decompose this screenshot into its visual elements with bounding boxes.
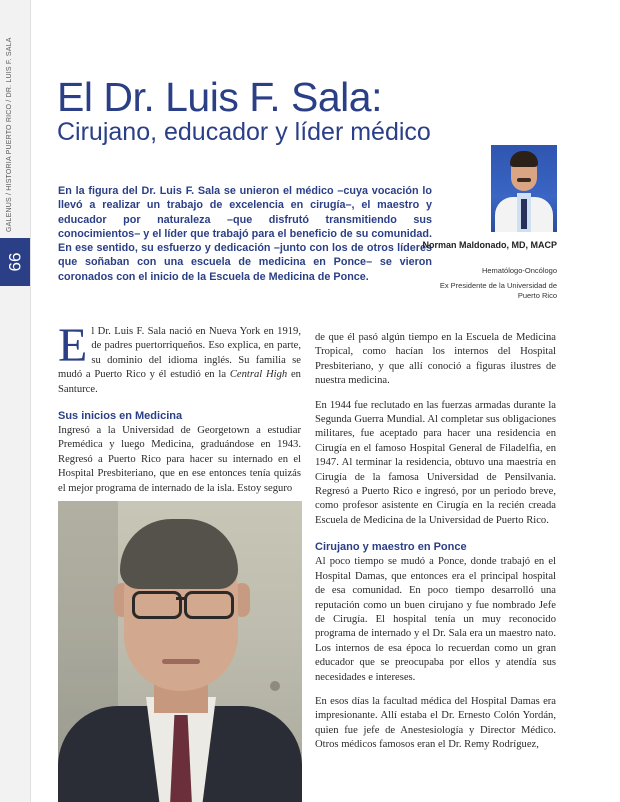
sidebar-strip: [0, 0, 31, 802]
body-column-left: [58, 319, 301, 496]
body-paragraph: En 1944 fue reclutado en las fuerzas armadas durante la Segunda Guerra Mundial. Al completar sus obligaciones militares, fue aceptado para hacer una residencia en Cirugía en el famoso Hospital General de Filadelfia, en 1947. Al terminar la residencia, obtuvo una maestría en Cirugía de la famosa Universidad de Pensilvania. Regresó a Puerto Rico e ingresó, por un periodo breve, como profesor asistente en Cirugía en la recién creada Escuela de Medicina de la Universidad de Puerto Rico.: [315, 399, 556, 526]
article-title: El Dr. Luis F. Sala:: [57, 74, 382, 120]
author-role: Hematólogo-Oncólogo: [481, 266, 557, 275]
body-paragraph: En esos días la facultad médica del Hospital Damas era impresionante. Allí estaba el Dr. Ernesto Colón Yordán, quien fue jefe de Anestesiología y Director Médico. Otros médicos famosos eran el Dr. Remy Rodríguez,: [315, 695, 556, 751]
running-header: GALENUS / HISTORIA PUERTO RICO / DR. LUIS F. SALA: [6, 37, 13, 232]
school-name: Central High: [229, 369, 288, 381]
section-heading: Cirujano y maestro en Ponce: [315, 541, 467, 554]
page-number: 66: [4, 252, 24, 272]
body-paragraph: Ingresó a la Universidad de Georgetown a estudiar Premédica y luego Medicina, graduándose en 1943. Regresó a Puerto Rico para hacer su internado en el Hospital Presbiteriano, que en ese entonces tenía quizás el mejor programa de internado de la isla. Estoy seguro: [58, 425, 301, 494]
lead-paragraph: En la figura del Dr. Luis F. Sala se unieron el médico –cuya vocación lo llevó a realizar un trabajo de excelencia en cirugía–, el maestro y educador por naturaleza –que disfrutó transmitiendo sus conocimientos– y el líder que trabajó para el beneficio de su comunidad. En ese sentido, su esfuerzo y dedicación –junto con los de otros líderes que soñaban con una escuela de medicina en Ponce– se vieron coronados con el inicio de la Escuela de Medicina de Ponce.: [58, 185, 432, 283]
drop-cap: E: [58, 319, 88, 372]
portrait-dr-sala: [58, 501, 302, 802]
section-heading: Sus inicios en Medicina: [58, 410, 183, 423]
page-number-badge: [0, 238, 30, 286]
author-previous-title: Ex Presidente de la Universidad de Puerto Rico: [439, 281, 557, 300]
author-name: Norman Maldonado, MD, MACP: [422, 240, 557, 250]
body-paragraph: El Dr. Luis F. Sala nació en Nueva York en 1919, de padres puertorriqueños. Eso explica, en parte, su dominio del idioma inglés. Su familia se mudó a Puerto Rico y él estudió en la Central High en Santurce.: [58, 319, 301, 395]
body-paragraph: de que él pasó algún tiempo en la Escuela de Medicina Tropical, como hacían los internos del Hospital Presbiteriano, y que allí conoció a figuras ilustres de nuestra medicina.: [315, 332, 556, 387]
body-paragraph: Al poco tiempo se mudó a Ponce, donde trabajó en el Hospital Damas, que entonces era el principal hospital de esa comunidad. En poco tiempo desarrolló una reputación como un buen cirujano y fue nombrado Jefe de Cirugía. El hospital tenía un muy reconocido programa de internado y el Dr. Sala era un maestro nato. Los internos de esa época lo recuerdan como un gran educador que se preocupaba por ellos y atendía sus necesidades e intereses.: [315, 556, 556, 683]
author-photo: [491, 145, 557, 232]
article-subtitle: Cirujano, educador y líder médico: [57, 118, 431, 146]
body-column-right: [315, 331, 556, 753]
